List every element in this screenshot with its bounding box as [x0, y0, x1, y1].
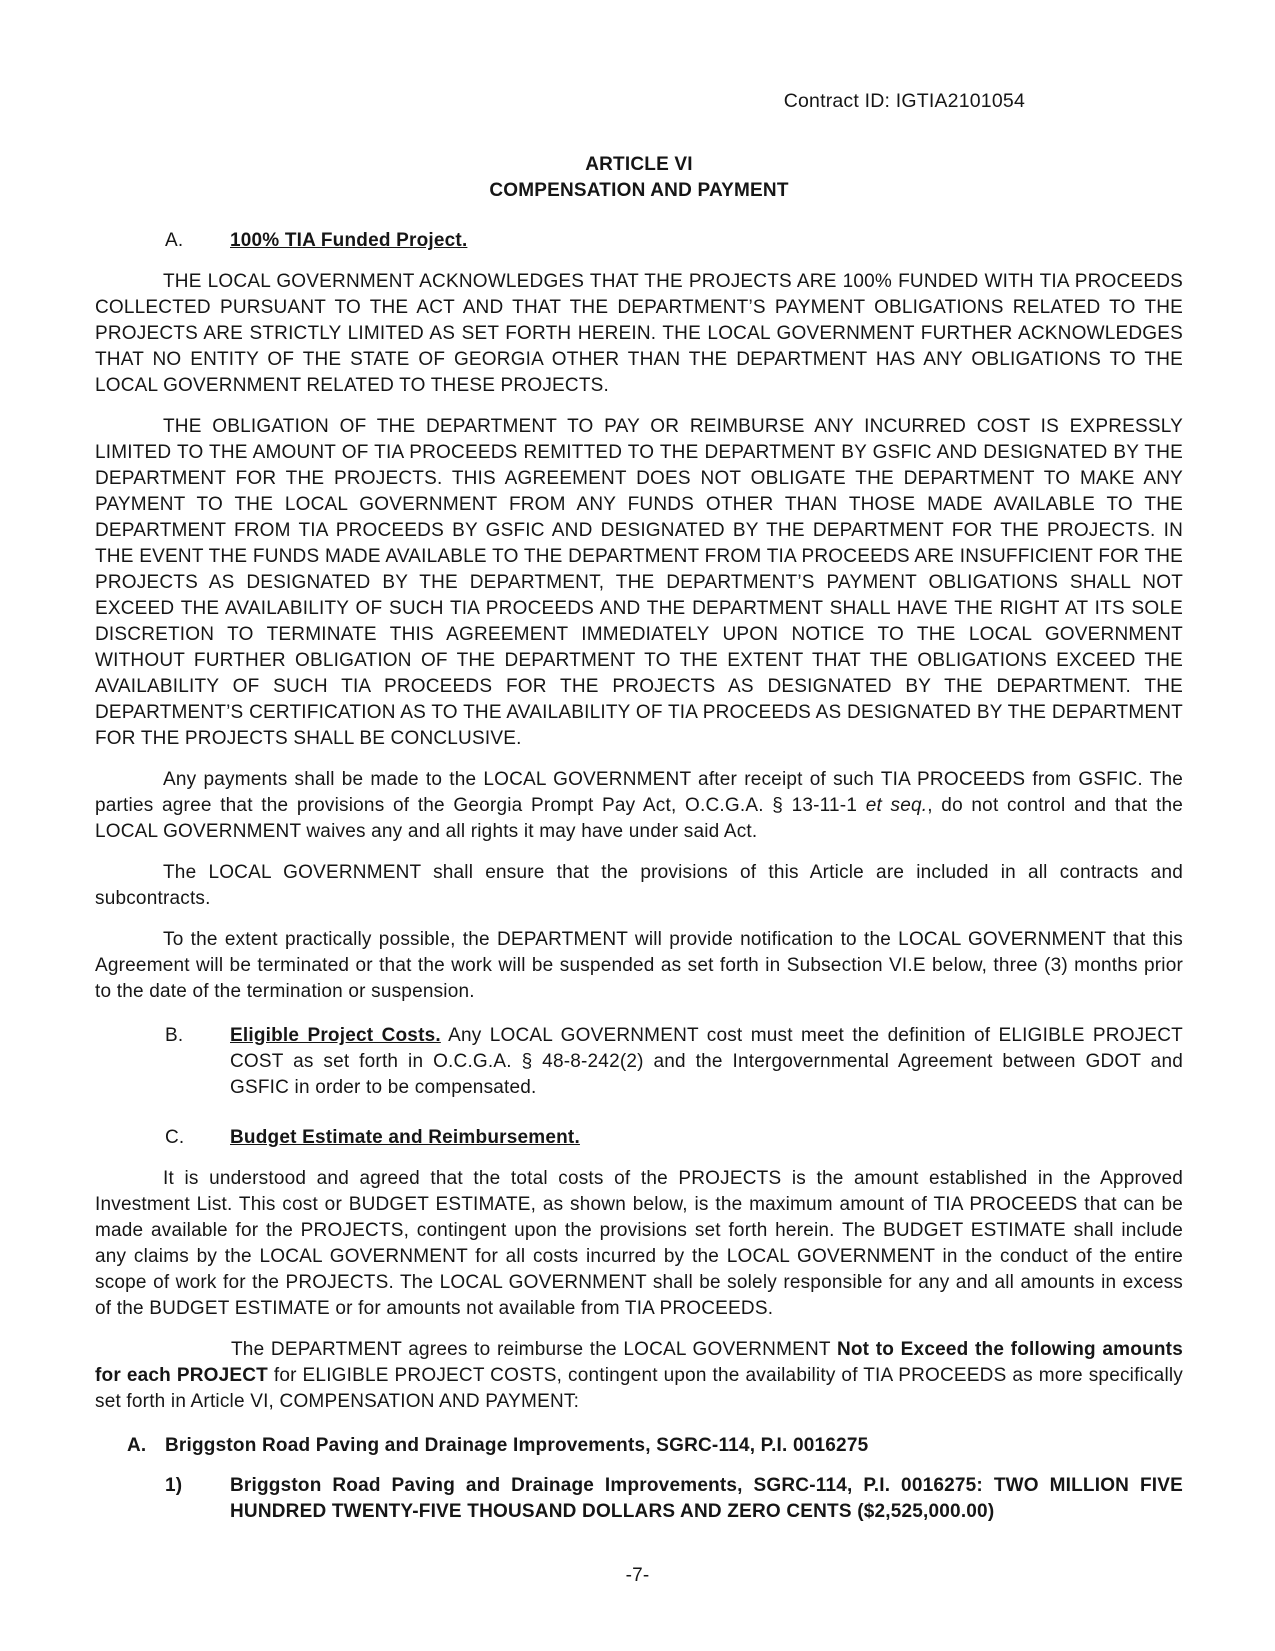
project-subitem-label: 1) [165, 1475, 183, 1496]
project-subitem-text: Briggston Road Paving and Drainage Improvements, SGRC-114, P.I. 0016275: TWO MILLION FIVE HUNDRED TWENTY-FIVE THOUSAND DOLLARS AND ZERO CENTS ($2,525,000.00) [230, 1475, 1183, 1522]
paragraph-provisions: The LOCAL GOVERNMENT shall ensure that the provisions of this Article are included in all contracts and subcontracts. [95, 862, 1183, 909]
paragraph-payments-text-cont: , do not control and that the LOCAL GOVERNMENT waives any and all rights it may have under said Act. [95, 795, 1183, 842]
section-b-text: Any LOCAL GOVERNMENT cost must meet the definition of ELIGIBLE PROJECT COST as set forth in O.C.G.A. § 48-8-242(2) and the Intergovernmental Agreement between GDOT and GSFIC in order to be compensated. [230, 1025, 1183, 1098]
article-title-line2: COMPENSATION AND PAYMENT [489, 180, 789, 201]
paragraph-obligation: THE OBLIGATION OF THE DEPARTMENT TO PAY OR REIMBURSE ANY INCURRED COST IS EXPRESSLY LIMITED TO THE AMOUNT OF TIA PROCEEDS REMITTED TO THE DEPARTMENT BY GSFIC AND DESIGNATED BY THE DEPARTMENT FOR THE PROJECTS. THIS AGREEMENT DOES NOT OBLIGATE THE DEPARTMENT TO MAKE ANY PAYMENT TO THE LOCAL GOVERNMENT FROM ANY FUNDS OTHER THAN THOSE MADE AVAILABLE TO THE DEPARTMENT FROM TIA PROCEEDS BY GSFIC AND DESIGNATED BY THE DEPARTMENT FOR THE PROJECTS. IN THE EVENT THE FUNDS MADE AVAILABLE TO THE DEPARTMENT FROM TIA PROCEEDS ARE INSUFFICIENT FOR THE PROJECTS AS DESIGNATED BY THE DEPARTMENT, THE DEPARTMENT’S PAYMENT OBLIGATIONS SHALL NOT EXCEED THE AVAILABILITY OF SUCH TIA PROCEEDS AND THE DEPARTMENT SHALL HAVE THE RIGHT AT ITS SOLE DISCRETION TO TERMINATE THIS AGREEMENT IMMEDIATELY UPON NOTICE TO THE LOCAL GOVERNMENT WITHOUT FURTHER OBLIGATION OF THE DEPARTMENT TO THE EXTENT THAT THE OBLIGATIONS EXCEED THE AVAILABILITY OF SUCH TIA PROCEEDS FOR THE PROJECTS AS DESIGNATED BY THE DEPARTMENT. THE DEPARTMENT’S CERTIFICATION AS TO THE AVAILABILITY OF TIA PROCEEDS AS DESIGNATED BY THE DEPARTMENT FOR THE PROJECTS SHALL BE CONCLUSIVE. [95, 416, 1183, 749]
paragraph-payments-text: Any payments shall be made to the LOCAL GOVERNMENT after receipt of such TIA PROCEEDS from GSFIC. The parties agree that the provisions of the Georgia Prompt Pay Act, O.C.G.A. § 13-11-1 [95, 769, 1183, 816]
paragraph-reimburse-text-cont: for ELIGIBLE PROJECT COSTS, contingent upon the availability of TIA PROCEEDS as more specifically set forth in Article VI, COMPENSATION AND PAYMENT: [95, 1365, 1183, 1412]
section-b-body [230, 1023, 1183, 1101]
section-a-heading-row [165, 228, 1183, 254]
not-to-exceed-phrase: Not to Exceed the following amounts for each PROJECT [95, 1339, 1183, 1386]
paragraph-reimburse [95, 1337, 1183, 1415]
project-item-title: Briggston Road Paving and Drainage Improvements, SGRC-114, P.I. 0016275 [165, 1435, 869, 1456]
section-b-row [165, 1023, 1183, 1101]
article-title [95, 152, 1183, 204]
paragraph-tia-funded: THE LOCAL GOVERNMENT ACKNOWLEDGES THAT THE PROJECTS ARE 100% FUNDED WITH TIA PROCEEDS COLLECTED PURSUANT TO THE ACT AND THAT THE DEPARTMENT’S PAYMENT OBLIGATIONS RELATED TO THE PROJECTS ARE STRICTLY LIMITED AS SET FORTH HEREIN. THE LOCAL GOVERNMENT FURTHER ACKNOWLEDGES THAT NO ENTITY OF THE STATE OF GEORGIA OTHER THAN THE DEPARTMENT HAS ANY OBLIGATIONS TO THE LOCAL GOVERNMENT RELATED TO THESE PROJECTS. [95, 271, 1183, 396]
section-b-heading: Eligible Project Costs. [230, 1025, 441, 1046]
project-item-row [127, 1433, 1183, 1459]
section-c-label: C. [165, 1127, 185, 1148]
contract-id: Contract ID: IGTIA2101054 [783, 90, 1025, 112]
page-number: -7- [625, 1565, 650, 1586]
section-b-label: B. [165, 1025, 184, 1046]
section-a-heading: 100% TIA Funded Project. [230, 230, 468, 251]
paragraph-reimburse-text: The DEPARTMENT agrees to reimburse the LOCAL GOVERNMENT [231, 1339, 837, 1360]
section-c-heading: Budget Estimate and Reimbursement. [230, 1127, 580, 1148]
paragraph-notification: To the extent practically possible, the DEPARTMENT will provide notification to the LOCAL GOVERNMENT that this Agreement will be terminated or that the work will be suspended as set forth in Subsection VI.E below, three (3) months prior to the date of the termination or suspension. [95, 929, 1183, 1002]
paragraph-budget-estimate: It is understood and agreed that the total costs of the PROJECTS is the amount established in the Approved Investment List. This cost or BUDGET ESTIMATE, as shown below, is the maximum amount of TIA PROCEEDS that can be made available for the PROJECTS, contingent upon the provisions set forth herein. The BUDGET ESTIMATE shall include any claims by the LOCAL GOVERNMENT for all costs incurred by the LOCAL GOVERNMENT in the conduct of the entire scope of work for the PROJECTS. The LOCAL GOVERNMENT shall be solely responsible for any and all amounts in excess of the BUDGET ESTIMATE or for amounts not available from TIA PROCEEDS. [95, 1168, 1183, 1319]
section-a-label: A. [165, 230, 184, 251]
project-item-label: A. [127, 1435, 147, 1456]
latin-phrase: et seq. [865, 795, 928, 816]
paragraph-payments [95, 767, 1183, 845]
section-c-heading-row [165, 1125, 1183, 1151]
project-subitem-row [165, 1473, 1183, 1525]
article-title-line1: ARTICLE VI [585, 154, 693, 175]
